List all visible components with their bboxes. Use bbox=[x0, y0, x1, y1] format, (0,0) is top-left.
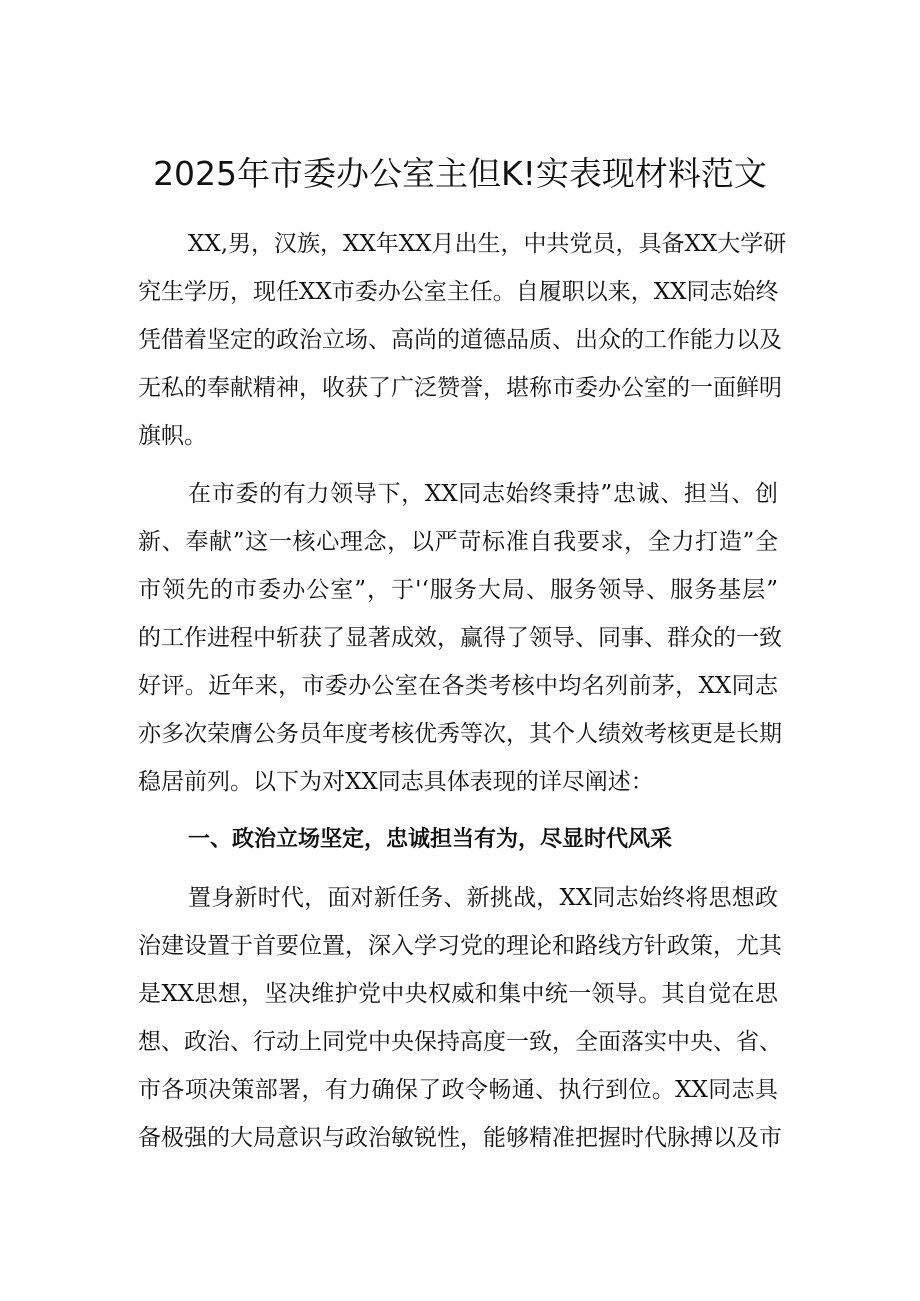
paragraph-1-line-5: 旗帜。 bbox=[138, 423, 207, 449]
paragraph-1-line-1: XX,男，汉族，XX年XX月出生，中共党员，具备XX大学研 bbox=[188, 231, 787, 257]
paragraph-1-line-4: 无私的奉献精神，收获了广泛赞誉，堪称市委办公室的一面鲜明 bbox=[138, 375, 782, 401]
paragraph-2-line-5: 好评。近年来，市委办公室在各类考核中均名列前茅，XX同志 bbox=[138, 673, 778, 699]
paragraph-2-line-1: 在市委的有力领导下，XX同志始终秉持”忠诚、担当、创 bbox=[188, 481, 778, 507]
section-paragraph-line-2: 治建设置于首要位置，深入学习党的理论和路线方针政策，尤其 bbox=[138, 933, 782, 959]
paragraph-2-line-4: 的工作进程中斩获了显著成效，赢得了领导、同事、群众的一致 bbox=[138, 625, 782, 651]
paragraph-1-line-3: 凭借着坚定的政治立场、高尚的道德品质、出众的工作能力以及 bbox=[138, 327, 782, 353]
section-paragraph-line-5: 市各项决策部署，有力确保了政令畅通、执行到位。XX同志具 bbox=[138, 1077, 778, 1103]
paragraph-2-line-3: 市领先的市委办公室”，于'‘服务大局、服务领导、服务基层” bbox=[138, 577, 778, 603]
paragraph-1-line-2: 究生学历，现任XX市委办公室主任。自履职以来，XX同志始终 bbox=[138, 279, 779, 305]
paragraph-2-line-2: 新、奉献”这一核心理念，以严苛标准自我要求，全力打造”全 bbox=[138, 529, 778, 555]
section-paragraph-line-3: 是XX思想，坚决维护党中央权威和集中统一领导。其自觉在思 bbox=[138, 981, 778, 1007]
section-paragraph-line-4: 想、政治、行动上同党中央保持高度一致，全面落实中央、省、 bbox=[138, 1029, 782, 1055]
document-title: 2025年市委办公室主但K!实表现材料范文 bbox=[153, 154, 767, 193]
section-heading: 一、政治立场坚定，忠诚担当有为，尽显时代风采 bbox=[188, 827, 673, 852]
paragraph-2-line-6: 亦多次荣膺公务员年度考核优秀等次，其个人绩效考核更是长期 bbox=[138, 721, 782, 747]
section-paragraph-line-6: 备极强的大局意识与政治敏锐性，能够精准把握时代脉搏以及市 bbox=[138, 1125, 782, 1151]
section-paragraph-line-1: 置身新时代，面对新任务、新挑战，XX同志始终将思想政 bbox=[188, 885, 778, 911]
paragraph-2-line-7: 稳居前列。以下为对XX同志具体表现的详尽阐述： bbox=[138, 769, 654, 795]
